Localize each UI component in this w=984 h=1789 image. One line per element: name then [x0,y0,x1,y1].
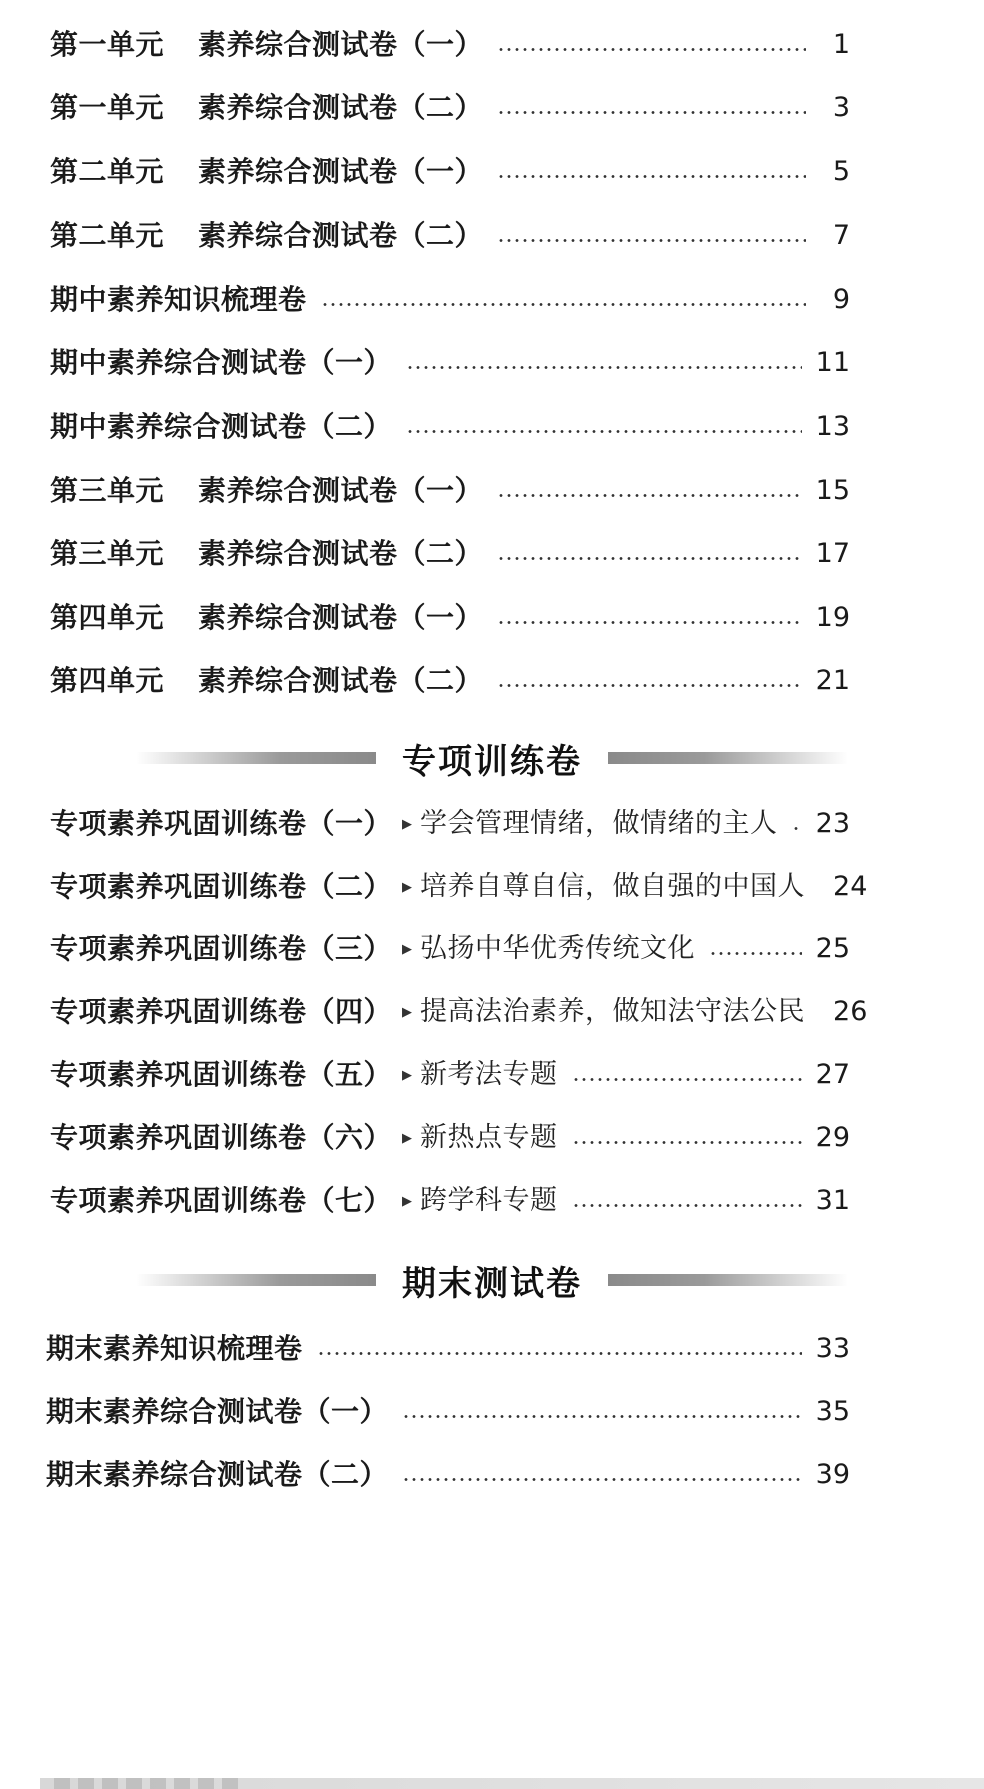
page-number: 13 [815,411,850,442]
toc-entry[interactable] [46,1329,850,1369]
toc-entry[interactable] [50,661,850,701]
leader-dots [497,494,802,497]
page-number: 17 [815,538,850,569]
triangle-marker-icon: ▶ [402,1194,413,1209]
page-number: 1 [832,29,850,60]
page-number: 33 [815,1333,850,1364]
unit-label: 第三单元 [50,474,165,507]
entry-subtitle: 提高法治素养，做知法守法公民 [420,996,806,1027]
entry-title: 专项素养巩固训练卷（五） [50,1058,393,1091]
unit-label: 第二单元 [50,155,165,188]
entry-title: 专项素养巩固训练卷（四） [50,995,393,1028]
unit-label: 第四单元 [50,664,165,697]
toc-entry[interactable] [50,598,850,638]
page-number: 19 [815,602,850,633]
entry-title: 素养综合测试卷（二） [198,537,484,570]
toc-entry[interactable] [50,407,850,447]
entry-subtitle: 跨学科专题 [420,1185,558,1216]
triangle-marker-icon: ▶ [402,817,413,832]
entry-title: 期中素养知识梳理卷 [50,283,307,316]
leader-dots [497,557,802,560]
entry-title: 期中素养综合测试卷（二） [50,410,393,443]
entry-title: 期末素养知识梳理卷 [46,1332,303,1365]
toc-entry[interactable] [50,25,850,65]
page-number: 26 [833,996,868,1027]
toc-entry[interactable] [50,1181,850,1221]
page-number: 21 [815,665,850,696]
leader-dots [572,1141,802,1144]
page-number: 9 [832,284,850,315]
leader-dots [402,1415,802,1418]
leader-dots [406,430,802,433]
section-title: 专项训练卷 [402,741,582,782]
entry-subtitle: 弘扬中华优秀传统文化 [420,933,696,964]
entry-subtitle: 新热点专题 [420,1122,558,1153]
toc-entry[interactable] [50,929,850,969]
page-number: 7 [832,220,850,251]
toc-entry[interactable] [46,1455,850,1495]
entry-title: 专项素养巩固训练卷（二） [50,870,393,903]
entry-title: 素养综合测试卷（二） [198,219,484,252]
page-number: 11 [815,347,850,378]
toc-entry[interactable] [50,1055,850,1095]
unit-label: 第一单元 [50,28,165,61]
triangle-marker-icon: ▶ [402,942,413,957]
entry-title: 素养综合测试卷（一） [198,155,484,188]
heading-bar-left [136,1274,376,1286]
toc-entry[interactable] [50,1118,850,1158]
entry-title: 专项素养巩固训练卷（三） [50,932,393,965]
entry-title: 期中素养综合测试卷（一） [50,346,393,379]
triangle-marker-icon: ▶ [402,1068,413,1083]
page-number: 27 [815,1059,850,1090]
entry-title: 专项素养巩固训练卷（六） [50,1121,393,1154]
unit-label: 第一单元 [50,91,165,124]
page-number: 15 [815,475,850,506]
toc-entry[interactable] [50,804,850,844]
entry-subtitle: 学会管理情绪，做情绪的主人 [420,808,778,839]
leader-dots [792,827,802,830]
unit-label: 第二单元 [50,219,165,252]
leader-dots [321,303,806,306]
page-number: 25 [815,933,850,964]
triangle-marker-icon: ▶ [402,1131,413,1146]
entry-subtitle: 培养自尊自信，做自强的中国人 [420,871,806,902]
toc-entry[interactable] [46,1392,850,1432]
toc-entry[interactable] [50,216,850,256]
toc-entry[interactable] [50,343,850,383]
entry-title: 期末素养综合测试卷（二） [46,1458,389,1491]
entry-title: 专项素养巩固训练卷（一） [50,807,393,840]
leader-dots [497,621,802,624]
section-heading-special [0,728,984,788]
page-number: 39 [815,1459,850,1490]
heading-bar-right [608,1274,848,1286]
entry-title: 素养综合测试卷（二） [198,91,484,124]
toc-entry[interactable] [50,534,850,574]
triangle-marker-icon: ▶ [402,880,413,895]
leader-dots [317,1352,802,1355]
page-number: 31 [815,1185,850,1216]
page-number: 3 [832,92,850,123]
bottom-band [40,1778,984,1789]
page-number: 5 [832,156,850,187]
leader-dots [572,1204,802,1207]
leader-dots [497,48,806,51]
toc-entry[interactable] [50,152,850,192]
leader-dots [497,684,802,687]
page-number: 35 [815,1396,850,1427]
page-number: 23 [815,808,850,839]
toc-entry[interactable] [50,280,850,320]
toc-entry[interactable] [50,992,868,1032]
triangle-marker-icon: ▶ [402,1005,413,1020]
entry-title: 素养综合测试卷（一） [198,474,484,507]
entry-title: 素养综合测试卷（二） [198,664,484,697]
entry-title: 素养综合测试卷（一） [198,28,484,61]
unit-label: 第四单元 [50,601,165,634]
page-number: 24 [833,871,868,902]
heading-bar-left [136,752,376,764]
cutoff-heading-decoration [54,1778,244,1789]
toc-entry[interactable] [50,867,868,907]
leader-dots [709,952,802,955]
leader-dots [572,1078,802,1081]
leader-dots [406,366,802,369]
leader-dots [497,239,806,242]
heading-bar-right [608,752,848,764]
page-number: 29 [815,1122,850,1153]
leader-dots [497,111,806,114]
entry-title: 期末素养综合测试卷（一） [46,1395,389,1428]
section-heading-final [0,1250,984,1310]
entry-subtitle: 新考法专题 [420,1059,558,1090]
entry-title: 素养综合测试卷（一） [198,601,484,634]
leader-dots [402,1478,802,1481]
section-title: 期末测试卷 [402,1263,582,1304]
leader-dots [497,175,806,178]
entry-title: 专项素养巩固训练卷（七） [50,1184,393,1217]
toc-entry[interactable] [50,88,850,128]
toc-entry[interactable] [50,471,850,511]
unit-label: 第三单元 [50,537,165,570]
